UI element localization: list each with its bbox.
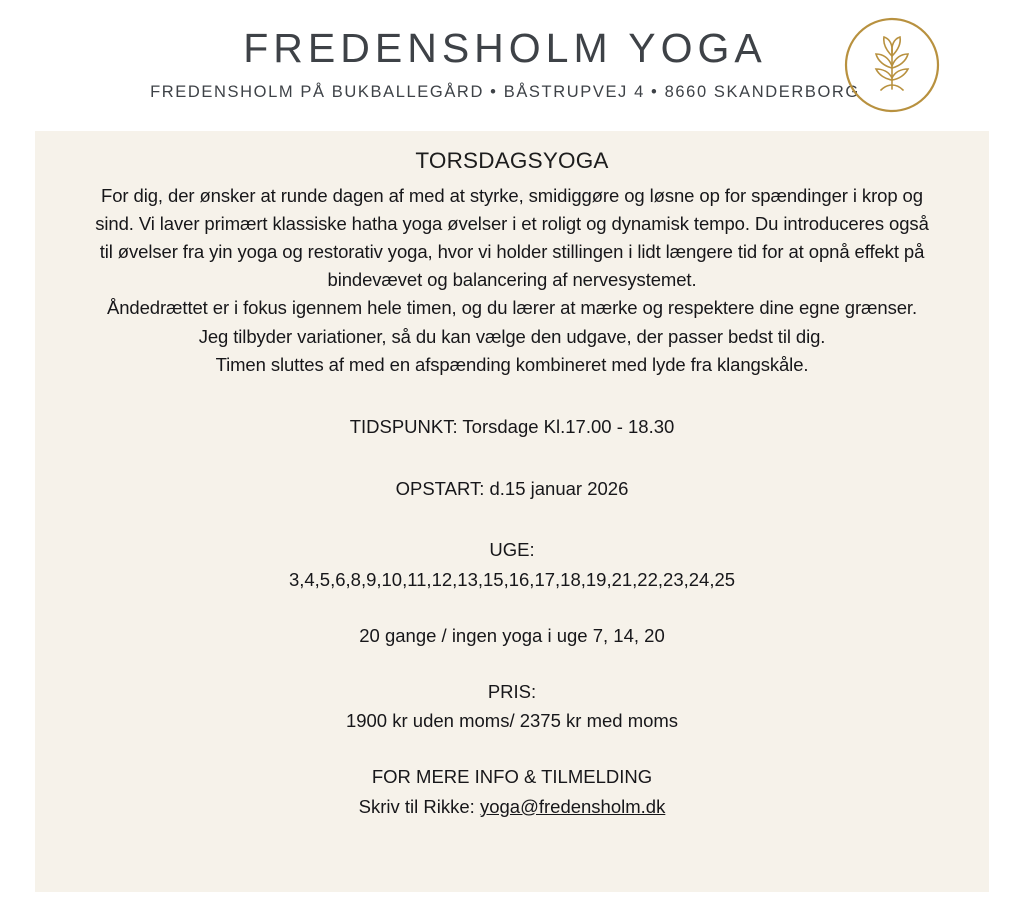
weeks-label: UGE:	[489, 539, 535, 561]
brand-subtitle: FREDENSHOLM PÅ BUKBALLEGÅRD • BÅSTRUPVEJ 4 • 8660 SKANDERBORG	[150, 83, 860, 102]
contact-prefix: Skriv til Rikke:	[358, 795, 480, 817]
description-paragraph-2-line-2: Jeg tilbyder variationer, så du kan vælge den udgave, der passer bedst til dig.	[198, 325, 826, 347]
price-label: PRIS:	[487, 680, 537, 702]
spacer	[87, 594, 937, 622]
spacer	[87, 735, 937, 763]
weeks-value: 3,4,5,6,8,9,10,11,12,13,15,16,17,18,19,21,22,23,24,25	[288, 569, 736, 591]
contact-heading: FOR MERE INFO & TILMELDING	[371, 766, 653, 788]
spacer	[87, 502, 937, 536]
description-paragraph-2-line-1: Åndedrættet er i fokus igennem hele timen, og du lærer at mærke og respektere dine egne grænser.	[107, 297, 917, 319]
description-paragraph-2-line-3: Timen sluttes af med en afspænding kombineret med lyde fra klangskåle.	[215, 353, 809, 375]
page-footer-area	[0, 892, 1024, 917]
spacer	[87, 821, 937, 881]
price-value: 1900 kr uden moms/ 2375 kr med moms	[345, 710, 679, 732]
spacer	[87, 650, 937, 678]
schedule-text: TIDSPUNKT: Torsdage Kl.17.00 - 18.30	[349, 415, 675, 437]
brand-title: FREDENSHOLM YOGA	[243, 25, 767, 71]
spacer	[87, 379, 937, 413]
start-date-text: OPSTART: d.15 januar 2026	[395, 477, 629, 499]
botanical-circle-logo-icon	[843, 16, 941, 114]
spacer	[87, 441, 937, 475]
description-paragraph-1: For dig, der ønsker at runde dagen af med at styrke, smidiggøre og løsne op for spændinger i krop og sind. Vi laver primært klassiske hatha yoga øvelser i et roligt og dynamisk tempo. Du introduceres også til øvelser fra yin yoga og restorativ yoga, hvor vi holder stillingen i lidt længere tid for at opnå effekt på bindevævet og balancering af nervesystemet.	[95, 185, 929, 291]
page-header	[0, 0, 1024, 131]
contact-line	[87, 793, 937, 821]
flyer-content	[35, 131, 989, 881]
flyer-panel	[35, 131, 989, 892]
sessions-note: 20 gange / ingen yoga i uge 7, 14, 20	[359, 624, 665, 646]
page-title: TORSDAGSYOGA	[415, 148, 609, 173]
email-link[interactable]: yoga@fredensholm.dk	[479, 795, 666, 817]
